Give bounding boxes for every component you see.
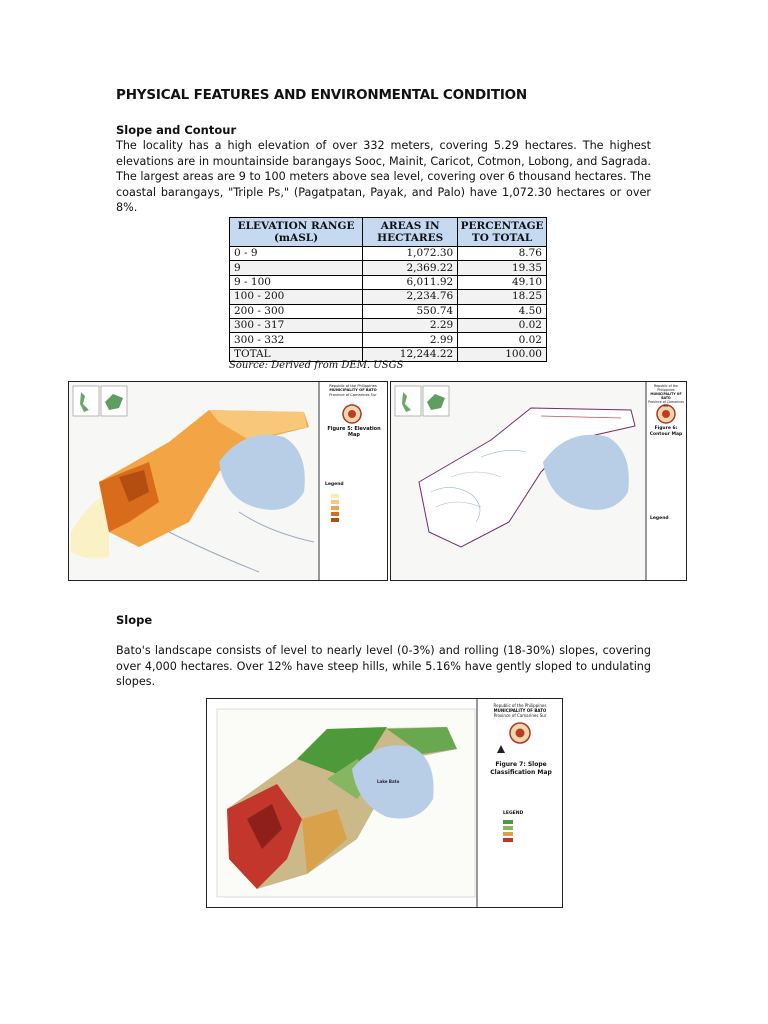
map-province-label: Province of Camarines Sur (329, 392, 377, 397)
map-legend-title: Legend (650, 516, 669, 521)
table-cell: 19.35 (458, 261, 547, 275)
table-cell: 6,011.92 (363, 275, 458, 289)
section-heading-slope-contour: Slope and Contour (116, 123, 237, 137)
table-cell: 0 - 9 (230, 247, 363, 261)
table-cell: 9 - 100 (230, 275, 363, 289)
map-municipality-label: MUNICIPALITY OF BATO (493, 708, 547, 713)
table-cell: 0.02 (458, 333, 547, 347)
table-cell: TOTAL (230, 347, 363, 361)
map-republic-label: Republic of the Philippines (654, 384, 678, 392)
map-municipality-label: MUNICIPALITY OF BATO (650, 392, 682, 400)
table-cell: 300 - 317 (230, 318, 363, 332)
table-header-cell: AREAS IN HECTARES (363, 218, 458, 247)
table-cell: 2.29 (363, 318, 458, 332)
map-figure-title: Figure 7: Slope Classification Map (490, 761, 552, 776)
table-row (230, 261, 547, 275)
map-lake-label: Lake Bato (377, 779, 400, 784)
table-row (230, 247, 547, 261)
map-republic-label: Republic of the Philippines (493, 703, 547, 708)
elevation-map-graphic (69, 382, 387, 580)
table-header-cell: ELEVATION RANGE (mASL) (230, 218, 363, 247)
table-row (230, 290, 547, 304)
table-cell: 0.02 (458, 318, 547, 332)
table-cell: 100.00 (458, 347, 547, 361)
contour-map-graphic (391, 382, 686, 580)
table-row (230, 333, 547, 347)
table-cell: 8.76 (458, 247, 547, 261)
table-header-row (230, 218, 547, 247)
table-source-note: Source: Derived from DEM. USGS (229, 360, 404, 371)
table-cell: 12,244.22 (363, 347, 458, 361)
table-cell: 4.50 (458, 304, 547, 318)
map-figure-title: Figure 6: Contour Map (649, 426, 683, 437)
table-row (230, 318, 547, 332)
page-title: PHYSICAL FEATURES AND ENVIRONMENTAL CONDITION (116, 87, 528, 103)
table-cell: 2.99 (363, 333, 458, 347)
slope-paragraph: Bato's landscape consists of level to nearly level (0-3%) and rolling (18-30%) slopes, covering over 4,000 hectares. Over 12% have steep hills, while 5.16% have gently sloped to undulating slopes. (116, 644, 651, 688)
table-cell: 2,369.22 (363, 261, 458, 275)
table-cell: 49.10 (458, 275, 547, 289)
table-cell: 1,072.30 (363, 247, 458, 261)
table-row (230, 275, 547, 289)
table-cell: 100 - 200 (230, 290, 363, 304)
slope-map (206, 698, 563, 908)
section-heading-slope: Slope (116, 613, 153, 627)
map-province-label: Province of Camarines Sur (648, 400, 684, 408)
map-figure-title: Figure 5: Elevation Map (327, 426, 381, 438)
map-legend-title: Legend (325, 482, 344, 487)
table-cell: 18.25 (458, 290, 547, 304)
table-cell: 9 (230, 261, 363, 275)
table-cell: 200 - 300 (230, 304, 363, 318)
contour-map (390, 381, 687, 581)
slope-contour-paragraph: The locality has a high elevation of over 332 meters, covering 5.29 hectares. The highest elevations are in mountainside barangays Sooc, Mainit, Caricot, Cotmon, Lobong, and Sagrada. The largest areas are 9 to 100 meters above sea level, covering over 6 thousand hectares. The coastal barangays, "Triple Ps," (Pagatpatan, Payak, and Palo) have 1,072.30 hectares or over 8%. (116, 139, 651, 214)
slope-map-graphic (207, 699, 562, 907)
map-republic-label: Republic of the Philippines (329, 384, 377, 388)
map-legend-title: LEGEND (503, 811, 524, 816)
map-province-label: Province of Camarines Sur (493, 713, 547, 718)
table-header-cell: PERCENTAGE TO TOTAL (458, 218, 547, 247)
table-cell: 300 - 332 (230, 333, 363, 347)
table-row (230, 304, 547, 318)
elevation-table (229, 217, 547, 362)
map-municipality-label: MUNICIPALITY OF BATO (329, 388, 377, 393)
elevation-map (68, 381, 388, 581)
table-cell: 2,234.76 (363, 290, 458, 304)
table-cell: 550.74 (363, 304, 458, 318)
